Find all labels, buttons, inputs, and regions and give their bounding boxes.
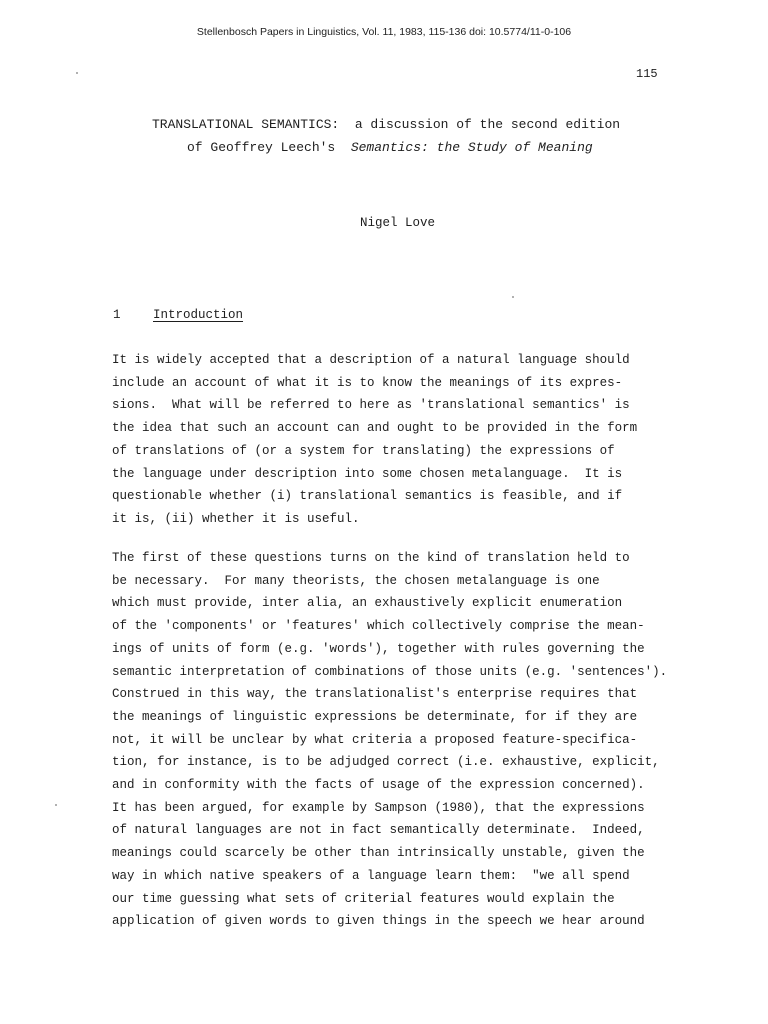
text-line: way in which native speakers of a language learn them: "we all spend [112,868,630,883]
author-name: Nigel Love [360,216,436,230]
scan-speck [512,296,514,298]
text-line: of natural languages are not in fact semantically determinate. Indeed, [112,823,645,838]
section-title: Introduction [153,308,244,322]
text-line: application of given words to given things in the speech we hear around [112,914,645,929]
title-prefix: of Geoffrey Leech's [187,140,351,155]
text-line: it is, (ii) whether it is useful. [112,511,360,526]
text-line: which must provide, inter alia, an exhaustively explicit enumeration [112,596,623,611]
book-title: Semantics: the Study of Meaning [350,140,593,155]
text-line: our time guessing what sets of criterial features would explain the [112,891,615,906]
text-line: The first of these questions turns on the kind of translation held to [112,551,630,565]
citation-header: Stellenbosch Papers in Linguistics, Vol. 11, 1983, 115-136 doi: 10.5774/11-0-106 [196,26,572,38]
paragraph-2 [112,547,712,933]
text-line: It is widely accepted that a description of a natural language should [112,353,630,367]
scan-speck [55,804,57,806]
text-line: It has been argued, for example by Sampson (1980), that the expressions [112,800,645,815]
text-line: the meanings of linguistic expressions be determinate, for if they are [112,709,638,724]
text-line: be necessary. For many theorists, the chosen metalanguage is one [112,573,600,588]
scan-speck [76,72,78,74]
text-line: Construed in this way, the translationalist's enterprise requires that [112,687,638,702]
text-line: of the 'components' or 'features' which collectively comprise the mean- [112,619,645,634]
text-line: meanings could scarcely be other than intrinsically unstable, given the [112,846,645,861]
article-title-line-1: TRANSLATIONAL SEMANTICS: a discussion of the second edition [152,117,621,132]
article-title-line-2 [187,140,593,155]
text-line: include an account of what it is to know the meanings of its expres- [112,375,623,390]
text-line: the idea that such an account can and ought to be provided in the form [112,421,638,436]
text-line: ings of units of form (e.g. 'words'), together with rules governing the [112,641,645,656]
text-line: questionable whether (i) translational semantics is feasible, and if [112,489,623,504]
text-line: the language under description into some chosen metalanguage. It is [112,466,623,481]
section-number: 1 [113,308,121,322]
text-line: of translations of (or a system for translating) the expressions of [112,443,615,458]
paragraph-1 [112,349,712,531]
text-line: and in conformity with the facts of usage of the expression concerned). [112,778,645,793]
text-line: not, it will be unclear by what criteria a proposed feature-specifica- [112,732,638,747]
text-line: semantic interpretation of combinations of those units (e.g. 'sentences'). [112,664,668,679]
page-number: 115 [636,67,658,81]
text-line: tion, for instance, is to be adjudged correct (i.e. exhaustive, explicit, [112,755,660,770]
text-line: sions. What will be referred to here as 'translational semantics' is [112,398,630,413]
